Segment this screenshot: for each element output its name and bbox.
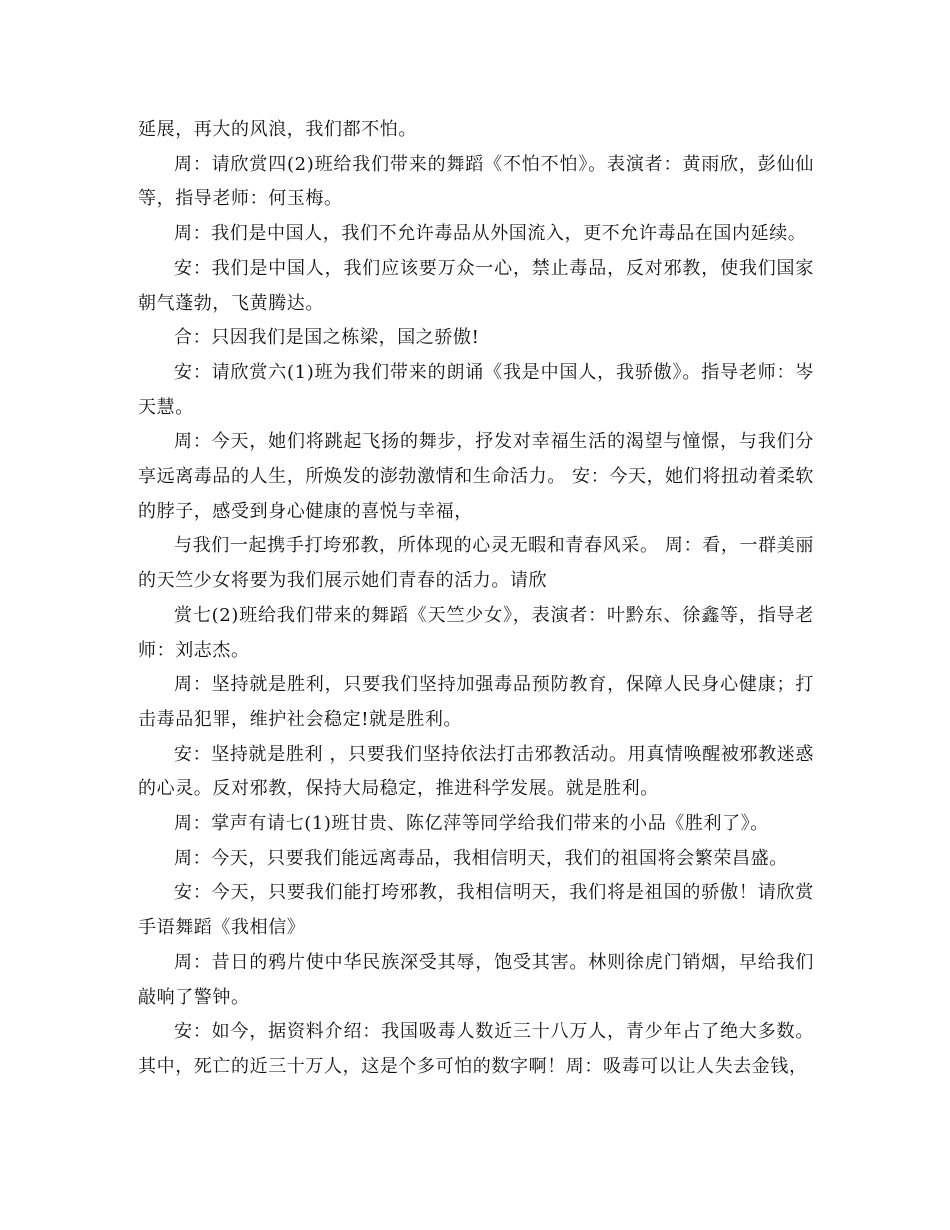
paragraph: 与我们一起携手打垮邪教，所体现的心灵无暇和青春风采。 周：看，一群美丽的天竺少女将要为我们展示她们青春的活力。请欣: [138, 535, 814, 592]
paragraph: 赏七(2)班给我们带来的舞蹈《天竺少女》，表演者：叶黔东、徐鑫等，指导老师：刘志杰。: [138, 604, 814, 661]
paragraph: 周：坚持就是胜利，只要我们坚持加强毒品预防教育，保障人民身心健康；打击毒品犯罪，维护社会稳定!就是胜利。: [138, 674, 814, 730]
paragraph: 合：只因我们是国之栋梁，国之骄傲!: [174, 327, 480, 349]
paragraph: 安：今天，只要我们能打垮邪教，我相信明天，我们将是祖国的骄傲！请欣赏手语舞蹈《我相信》: [138, 882, 814, 939]
paragraph: 周：今天，她们将跳起飞扬的舞步，抒发对幸福生活的渴望与憧憬，与我们分享远离毒品的人生，所焕发的澎勃激情和生命活力。 安：今天，她们将扭动着柔软的脖子，感受到身心健康的喜悦与幸福，: [138, 431, 814, 522]
paragraph: 安：请欣赏六(1)班为我们带来的朗诵《我是中国人，我骄傲》。指导老师：岑天慧。: [138, 361, 814, 418]
paragraph: 周：今天，只要我们能远离毒品，我相信明天，我们的祖国将会繁荣昌盛。: [174, 847, 788, 869]
document-body: [138, 113, 814, 1085]
paragraph: 周：昔日的鸦片使中华民族深受其辱，饱受其害。林则徐虎门销烟，早给我们敲响了警钟。: [138, 951, 814, 1008]
paragraph: 安：我们是中国人，我们应该要万众一心，禁止毒品，反对邪教，使我们国家朝气蓬勃，飞黄腾达。: [138, 257, 814, 314]
paragraph: 周：请欣赏四(2)班给我们带来的舞蹈《不怕不怕》。表演者：黄雨欣，彭仙仙等，指导老师：何玉梅。: [138, 153, 814, 210]
paragraph: 周：我们是中国人，我们不允许毒品从外国流入，更不允许毒品在国内延续。: [174, 223, 807, 245]
paragraph: 安：如今，据资料介绍：我国吸毒人数近三十八万人，青少年占了绝大多数。其中，死亡的近三十万人，这是个多可怕的数字啊！周：吸毒可以让人失去金钱，: [138, 1021, 814, 1077]
paragraph: 安：坚持就是胜利 ，只要我们坚持依法打击邪教活动。用真情唤醒被邪教迷惑的心灵。反对邪教，保持大局稳定，推进科学发展。就是胜利。: [138, 743, 814, 800]
paragraph: 延展，再大的风浪，我们都不怕。: [138, 119, 417, 140]
paragraph: 周：掌声有请七(1)班甘贵、陈亿萍等同学给我们带来的小品《胜利了》。: [174, 813, 769, 835]
